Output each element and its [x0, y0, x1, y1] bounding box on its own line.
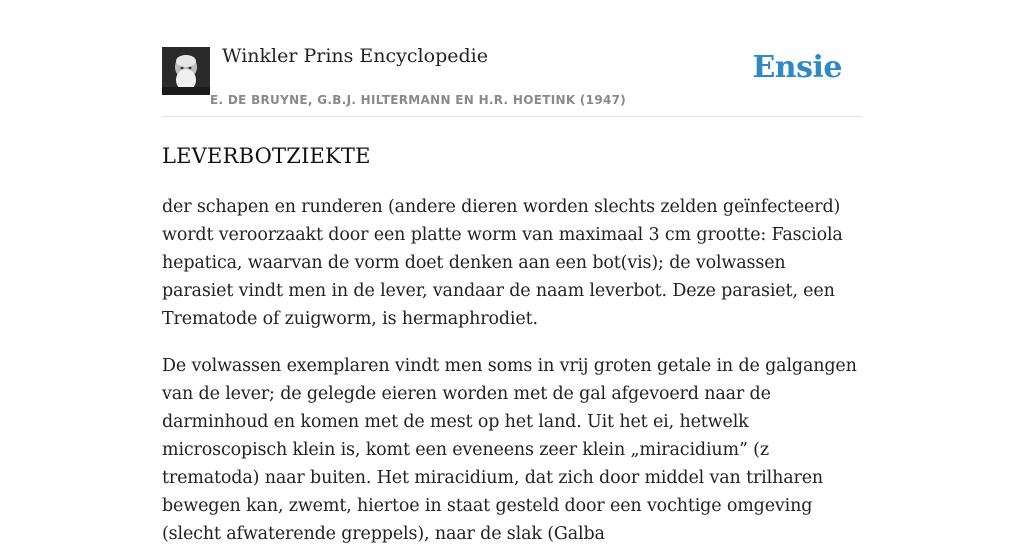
ensie-logo-link[interactable]: Ensie [752, 50, 842, 85]
article-paragraph-1: der schapen en runderen (andere dieren worden slechts zelden geïnfecteerd) wordt veroorzaakt door een platte worm van maximaal 3 cm grootte: Fasciola hepatica, waarvan de vorm doet denken aan een bot(vis); de volwassen parasiet vindt men in de lever, vandaar de naam leverbot. Deze parasiet, een Trematode of zuigworm, is hermaphrodiet. [162, 197, 843, 329]
article-paragraph-2: De volwassen exemplaren vindt men soms in vrij groten getale in de galgangen van de lever; de gelegde eieren worden met de gal afgevoerd naar de darminhoud en komen met de mest op het land. Uit het ei, hetwelk microscopisch klein is, komt een eveneens zeer klein „miracidium” (z trematoda) naar buiten. Het miracidium, dat zich door middel van trilharen bewegen kan, zwemt, hiertoe in staat gesteld door een vochtige omgeving (slecht afwaterende greppels), naar de slak (Galba [162, 356, 857, 544]
content-column [162, 0, 862, 548]
book-title-link[interactable]: Winkler Prins Encyclopedie [222, 45, 488, 67]
header [162, 0, 862, 117]
author-portrait-icon [162, 47, 210, 95]
byline: E. DE BRUYNE, G.B.J. HILTERMANN EN H.R. HOETINK (1947) [210, 93, 627, 107]
page-title: LEVERBOTZIEKTE [162, 144, 371, 168]
